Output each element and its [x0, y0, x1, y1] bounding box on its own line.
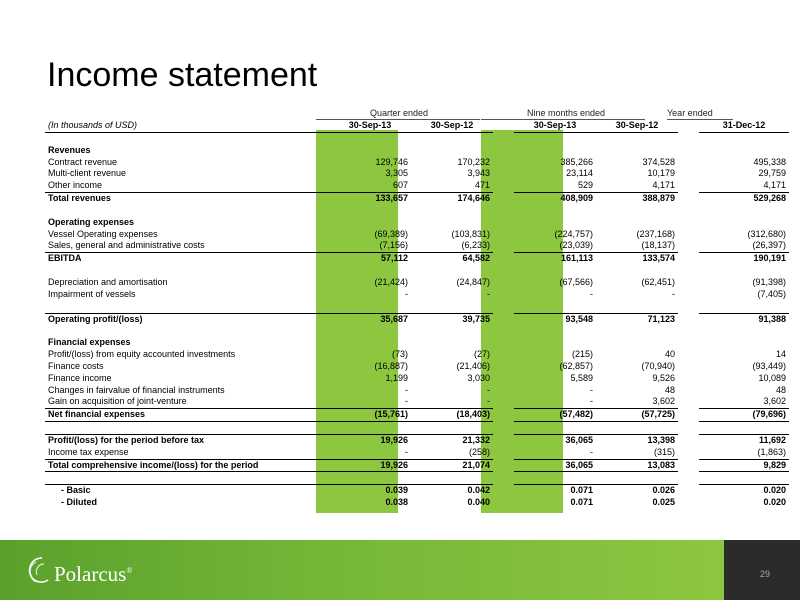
row-value: 3,030 [467, 372, 490, 383]
row-value: 495,338 [753, 156, 786, 167]
row-value [596, 145, 678, 157]
row-value: 133,574 [596, 253, 678, 265]
row-value: (93,449) [752, 360, 786, 371]
row-value [699, 132, 789, 144]
row-value: 190,191 [699, 253, 789, 265]
row-value [329, 205, 411, 217]
row-value: 529 [577, 180, 593, 191]
row-value: 35,687 [329, 313, 411, 325]
row-value: (21,406) [456, 360, 490, 371]
table-row [45, 180, 789, 192]
row-value: 64,582 [411, 253, 493, 265]
table-row [45, 409, 789, 422]
row-value: (18,403) [411, 409, 493, 422]
row-value: 471 [474, 180, 490, 191]
row-value: 0.042 [411, 485, 493, 497]
row-value: (215) [571, 349, 593, 360]
row-label: Income tax expense [48, 446, 129, 457]
row-value [411, 265, 493, 277]
col-header: 31-Dec-12 [699, 120, 789, 132]
row-label: Impairment of vessels [48, 288, 136, 299]
table-row [45, 168, 789, 180]
row-value: (15,761) [329, 409, 411, 422]
row-label [45, 325, 329, 337]
col-header: 30-Sep-13 [329, 120, 411, 132]
row-value [411, 132, 493, 144]
group-nine-months-ended: Nine months ended [527, 108, 606, 118]
row-value: (7,156) [379, 240, 408, 251]
col-header: 30-Sep-12 [411, 120, 493, 132]
row-label: Net financial expenses [45, 409, 329, 422]
table-row [45, 217, 789, 229]
row-value: 388,879 [596, 193, 678, 205]
row-value [329, 265, 411, 277]
row-value: 374,528 [642, 156, 675, 167]
row-value [411, 301, 493, 313]
row-label: Profit/(loss) from equity accounted investments [48, 349, 236, 360]
row-value: (91,398) [752, 276, 786, 287]
row-value [411, 217, 493, 229]
row-value: (27) [473, 349, 490, 360]
row-value: - [672, 288, 675, 299]
row-value: 9,829 [699, 459, 789, 472]
row-value: (315) [653, 446, 675, 457]
row-value [596, 205, 678, 217]
row-value: (1,863) [757, 446, 786, 457]
row-label: Multi-client revenue [48, 168, 127, 179]
page-number: 29 [759, 569, 770, 579]
row-label [45, 205, 329, 217]
table-row [45, 313, 789, 325]
row-value: (237,168) [636, 228, 675, 239]
row-value: - [487, 396, 490, 407]
row-value [329, 337, 411, 349]
polarcus-logo [22, 552, 142, 592]
col-header: 30-Sep-13 [514, 120, 596, 132]
row-value: - [590, 384, 593, 395]
row-value: (62,451) [641, 276, 675, 287]
row-label: Changes in fairvalue of financial instruments [48, 384, 225, 395]
row-value: 36,065 [514, 459, 596, 472]
table-row [45, 240, 789, 252]
row-value: (24,847) [456, 276, 490, 287]
row-value [514, 132, 596, 144]
row-value [699, 422, 789, 435]
row-value: 48 [664, 384, 675, 395]
table-row [45, 373, 789, 385]
row-value: (312,680) [747, 228, 786, 239]
group-quarter-ended: Quarter ended [370, 108, 429, 118]
row-value: (67,566) [559, 276, 593, 287]
row-label: Sales, general and administrative costs [48, 240, 205, 251]
table-row [45, 485, 789, 497]
row-value [699, 301, 789, 313]
row-value: 4,171 [652, 180, 675, 191]
row-value [596, 301, 678, 313]
row-value [514, 145, 596, 157]
row-value [329, 132, 411, 144]
row-value: (103,831) [451, 228, 490, 239]
income-statement-table [45, 120, 789, 509]
row-value: (70,940) [641, 360, 675, 371]
table-row [45, 253, 789, 265]
row-label [45, 301, 329, 313]
table-row [45, 205, 789, 217]
row-value [596, 325, 678, 337]
row-value: 529,268 [699, 193, 789, 205]
row-value: 39,735 [411, 313, 493, 325]
row-value: 0.039 [329, 485, 411, 497]
page-title: Income statement [47, 56, 318, 94]
row-value: 3,602 [652, 396, 675, 407]
row-label [45, 265, 329, 277]
row-label [45, 472, 329, 485]
row-value: (258) [468, 446, 490, 457]
table-row [45, 157, 789, 169]
row-value: 10,089 [758, 372, 786, 383]
row-label: - Basic [45, 485, 329, 497]
table-row [45, 459, 789, 472]
row-value: (21,424) [374, 276, 408, 287]
row-value: 4,171 [763, 180, 786, 191]
table-row [45, 145, 789, 157]
row-value: (69,389) [374, 228, 408, 239]
table-row [45, 289, 789, 301]
row-value [514, 301, 596, 313]
footer-bar [0, 540, 800, 600]
table-row [45, 265, 789, 277]
row-value: 11,692 [699, 434, 789, 446]
row-value: 29,759 [758, 168, 786, 179]
row-value [411, 422, 493, 435]
table-row [45, 301, 789, 313]
row-value: 57,112 [329, 253, 411, 265]
row-value: 129,746 [375, 156, 408, 167]
row-value [514, 205, 596, 217]
row-value: (57,725) [596, 409, 678, 422]
table-row [45, 497, 789, 509]
row-label [45, 422, 329, 435]
row-value: 607 [392, 180, 408, 191]
row-value: 91,388 [699, 313, 789, 325]
row-value: 133,657 [329, 193, 411, 205]
row-value [411, 325, 493, 337]
row-value: 0.038 [385, 497, 408, 508]
table-row [45, 385, 789, 397]
row-label: Operating expenses [48, 216, 135, 227]
row-value [596, 217, 678, 229]
row-value [699, 145, 789, 157]
row-value [699, 337, 789, 349]
row-value: 385,266 [560, 156, 593, 167]
row-value [329, 145, 411, 157]
row-value [596, 337, 678, 349]
row-value: 10,179 [647, 168, 675, 179]
row-value: 1,199 [385, 372, 408, 383]
row-value: 23,114 [566, 168, 593, 179]
row-value [329, 325, 411, 337]
table-row [45, 472, 789, 485]
row-value: 14 [775, 349, 786, 360]
row-value: 0.025 [652, 497, 675, 508]
row-value: (18,137) [641, 240, 675, 251]
row-label: Gain on acquisition of joint-venture [48, 396, 187, 407]
row-value: - [590, 396, 593, 407]
table-row [45, 396, 789, 408]
row-value: 13,398 [596, 434, 678, 446]
row-value: 5,589 [570, 372, 593, 383]
row-value: (62,857) [559, 360, 593, 371]
row-value: 0.071 [570, 497, 593, 508]
row-value [596, 472, 678, 485]
row-value [329, 217, 411, 229]
row-value [514, 337, 596, 349]
row-value: (6,233) [461, 240, 490, 251]
table-row [45, 193, 789, 205]
brand-name: Polarcus® [54, 562, 133, 586]
row-value: 174,646 [411, 193, 493, 205]
row-value: 0.020 [699, 485, 789, 497]
row-value: - [405, 396, 408, 407]
row-label: Financial expenses [48, 337, 131, 348]
row-value: - [405, 446, 408, 457]
row-label: Total revenues [45, 193, 329, 205]
row-value: 71,123 [596, 313, 678, 325]
row-value [411, 145, 493, 157]
row-value [699, 265, 789, 277]
row-value: 0.026 [596, 485, 678, 497]
row-value: - [487, 288, 490, 299]
row-label: Finance costs [48, 360, 104, 371]
row-label: Vessel Operating expenses [48, 228, 158, 239]
row-value: - [590, 288, 593, 299]
row-value: 13,083 [596, 459, 678, 472]
row-value [514, 325, 596, 337]
table-row [45, 361, 789, 373]
row-value [596, 132, 678, 144]
row-value: (26,397) [752, 240, 786, 251]
table-row [45, 337, 789, 349]
row-value: 161,113 [514, 253, 596, 265]
table-row [45, 349, 789, 361]
row-label: Depreciation and amortisation [48, 276, 168, 287]
row-value: - [487, 384, 490, 395]
row-value: (224,757) [554, 228, 593, 239]
row-value: (79,696) [699, 409, 789, 422]
row-label: Profit/(loss) for the period before tax [45, 434, 329, 446]
table-row [45, 422, 789, 435]
row-value: (16,887) [374, 360, 408, 371]
row-value: 93,548 [514, 313, 596, 325]
row-value: 19,926 [329, 434, 411, 446]
row-label: Contract revenue [48, 156, 118, 167]
row-value [514, 265, 596, 277]
row-value: 9,526 [652, 372, 675, 383]
row-value: 21,074 [411, 459, 493, 472]
row-value: (7,405) [757, 288, 786, 299]
row-value: 0.020 [763, 497, 786, 508]
table-row [45, 229, 789, 241]
row-label: EBITDA [45, 253, 329, 265]
row-value: - [405, 384, 408, 395]
row-value [699, 205, 789, 217]
row-value: 0.040 [467, 497, 490, 508]
row-value: 408,909 [514, 193, 596, 205]
row-label: Other income [48, 180, 103, 191]
row-label [45, 132, 329, 144]
row-value [411, 337, 493, 349]
group-year-ended: Year ended [667, 108, 713, 118]
row-value [329, 422, 411, 435]
row-value: - [590, 446, 593, 457]
table-row [45, 132, 789, 144]
units-label: (In thousands of USD) [45, 120, 329, 132]
table-row [45, 325, 789, 337]
row-value [699, 217, 789, 229]
row-value: 170,232 [457, 156, 490, 167]
row-value [596, 422, 678, 435]
row-value: 40 [664, 349, 675, 360]
row-value [514, 422, 596, 435]
row-value: 21,332 [411, 434, 493, 446]
row-label: Total comprehensive income/(loss) for the period [45, 459, 329, 472]
row-value: 3,602 [763, 396, 786, 407]
row-value: 48 [775, 384, 786, 395]
row-value: 0.071 [514, 485, 596, 497]
row-value: (73) [391, 349, 408, 360]
footer-dark-band [724, 540, 800, 600]
row-value [514, 217, 596, 229]
table-row [45, 447, 789, 459]
row-label: Finance income [48, 372, 112, 383]
row-value [411, 472, 493, 485]
row-label: - Diluted [61, 497, 97, 508]
row-value: - [405, 288, 408, 299]
row-value [411, 205, 493, 217]
row-value [329, 472, 411, 485]
table-row [45, 434, 789, 446]
row-value: (57,482) [514, 409, 596, 422]
row-label: Operating profit/(loss) [45, 313, 329, 325]
table-header-row [45, 120, 789, 132]
row-value: 36,065 [514, 434, 596, 446]
row-value: (23,039) [559, 240, 593, 251]
row-value [699, 472, 789, 485]
row-value [699, 325, 789, 337]
table-row [45, 277, 789, 289]
row-value: 3,305 [385, 168, 408, 179]
row-label: Revenues [48, 144, 91, 155]
row-value: 19,926 [329, 459, 411, 472]
row-value [596, 265, 678, 277]
col-header: 30-Sep-12 [596, 120, 678, 132]
row-value [329, 301, 411, 313]
row-value [514, 472, 596, 485]
row-value: 3,943 [467, 168, 490, 179]
